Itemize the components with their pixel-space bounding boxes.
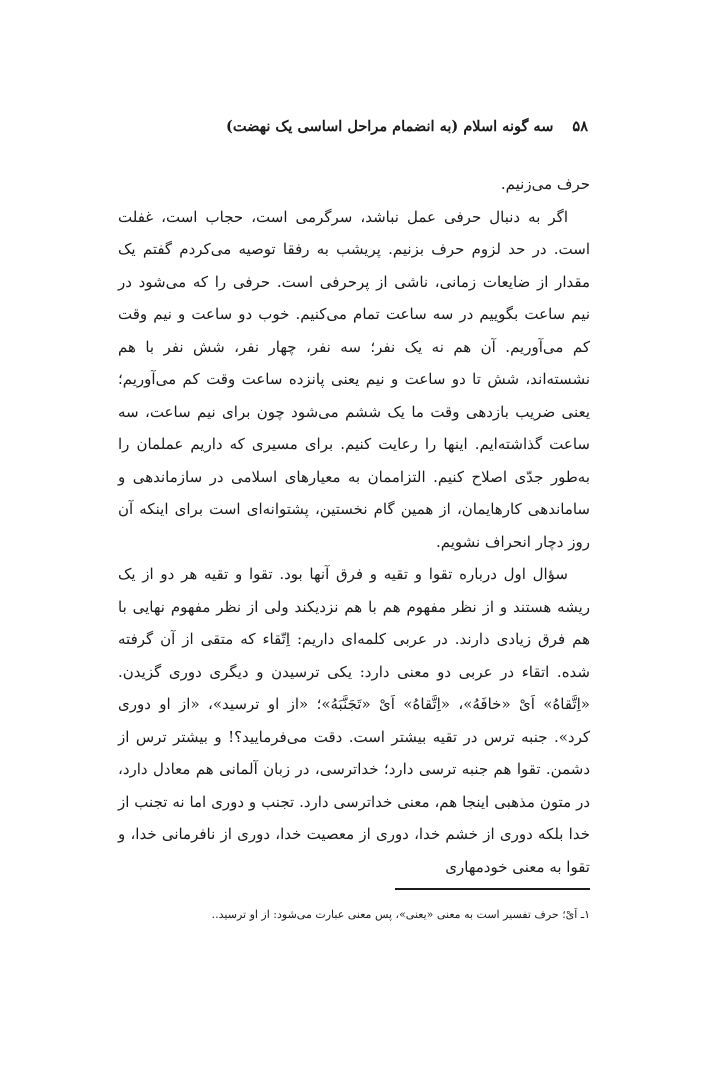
paragraph-continuation: حرف می‌زنیم. [500, 175, 590, 193]
chapter-title: سه گونه اسلام (به انضمام مراحل اساسی یک نهضت) [225, 118, 554, 135]
running-header [120, 118, 588, 135]
paragraph: سؤال اول درباره تقوا و تقیه و فرق آنها بود. تقوا و تقیه هر دو از یک ریشه هستند و از نظر مفهوم هم با هم نزدیکند ولی از نظر مفهوم نهایی با هم فرق زیادی دارند. در عربی کلمه‌ای داریم: اِتّقاء که متقی از آن گرفته شده. اتقاء در عربی دو معنی دارد: یکی ترسیدن و دیگری دوری گزیدن. «اِتَّقاهُ» اَیْ «خافَهُ»، «اِتَّقاهُ» اَیْ «تَجَنَّبَهُ»؛ «از او ترسید»، «از او دوری کرد». جنبه ترس در تقیه بیشتر است. دقت می‌فرمایید؟! و بیشتر ترس از دشمن. تقوا هم جنبه ترسی دارد؛ خداترسی، در زبان آلمانی هم معادل دارد، در متون مذهبی اینجا هم، معنی خداترسی دارد. تجنب و دوری اما نه تجنب از خدا بلکه دوری از خشم خدا، دوری از معصیت خدا، دوری از نافرمانی خدا، و تقوا به معنی خودمهاری [118, 565, 590, 876]
footnote: ۱ـ اَیْ؛ حرف تفسیر است به معنی «یعنی»، پس معنی عبارت می‌شود: از او ترسید.. [211, 908, 590, 921]
footnote-divider [395, 888, 590, 890]
page-number: ۵۸ [572, 118, 588, 135]
body-text [118, 168, 590, 883]
paragraph: اگر به دنبال حرفی عمل نباشد، سرگرمی است، حجاب است، غفلت است. در حد لزوم حرف بزنیم. پریشب به رفقا توصیه می‌کردم گفتم یک مقدار از ضایعات زمانی، ناشی از پرحرفی است. حرفی را که می‌شود در نیم ساعت بگوییم در سه ساعت تمام می‌کنیم. خوب دو ساعت و نیم وقت کم می‌آوریم. آن هم نه یک نفر؛ سه نفر، چهار نفر، شش نفر با هم نشسته‌اند، شش تا دو ساعت و نیم یعنی پانزده ساعت وقت کم می‌آوریم؛ یعنی ضریب بازدهی وقت ما یک ششم می‌شود چون برای نیم ساعت، سه ساعت گذاشته‌ایم. اینها را رعایت کنیم. برای مسیری که داریم عملمان را به‌طور جدّی اصلاح کنیم. التزاممان به معیارهای اسلامی در سازماندهی و ساماندهی کارهایمان، از همین گام نخستین، پشتوانه‌ای است برای اینکه آن روز دچار انحراف نشویم. [118, 207, 590, 551]
